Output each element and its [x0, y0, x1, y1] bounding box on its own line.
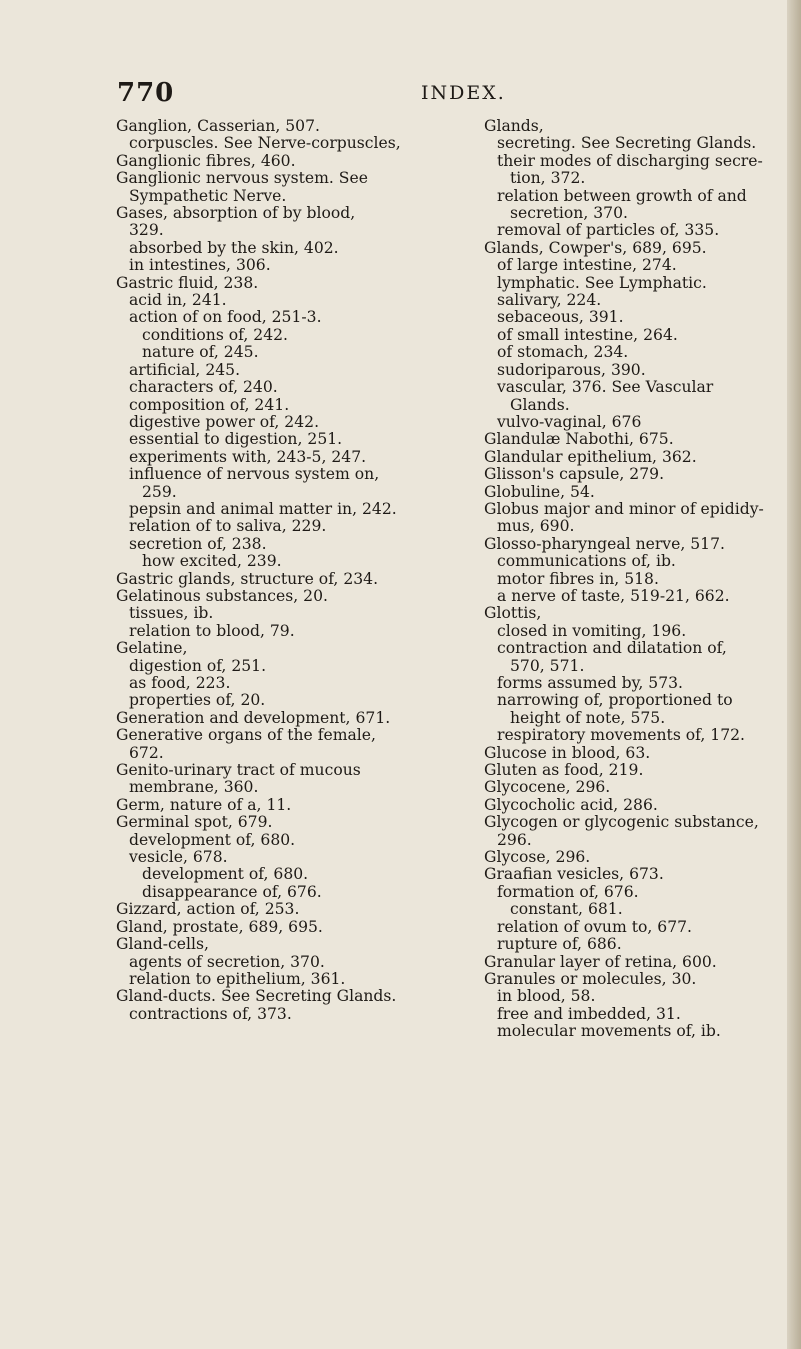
index-entry: vascular, 376. See Vascular	[497, 378, 714, 397]
index-entry: Gland-ducts. See Secreting Glands.	[116, 987, 397, 1006]
index-entry: closed in vomiting, 196.	[497, 621, 687, 640]
index-entry: a nerve of taste, 519-21, 662.	[497, 586, 730, 605]
index-entry: development of, 680.	[142, 865, 309, 884]
index-entry: Glands, Cowper's, 689, 695.	[484, 238, 707, 257]
index-entry: composition of, 241.	[129, 395, 290, 414]
index-entry: sebaceous, 391.	[497, 308, 624, 327]
index-entry: free and imbedded, 31.	[497, 1004, 681, 1023]
index-entry: salivary, 224.	[497, 291, 602, 310]
index-entry: Glottis,	[484, 604, 542, 623]
index-entry: Gland, prostate, 689, 695.	[116, 917, 323, 936]
index-entry: 296.	[497, 830, 532, 849]
index-column-left	[116, 118, 468, 1023]
index-entry: relation between growth of and	[497, 186, 747, 205]
index-entry: rupture of, 686.	[497, 935, 622, 954]
index-entry: their modes of discharging secre-	[497, 151, 763, 170]
index-entry: digestion of, 251.	[129, 656, 267, 675]
index-entry: Gluten as food, 219.	[484, 761, 644, 780]
index-entry: Genito-urinary tract of mucous	[116, 761, 361, 780]
index-entry: relation of to saliva, 229.	[129, 517, 327, 536]
index-entry: Globus major and minor of epididy-	[484, 499, 764, 518]
index-entry: contractions of, 373.	[129, 1004, 292, 1023]
index-entry: relation to epithelium, 361.	[129, 969, 346, 988]
index-entry: 570, 571.	[510, 656, 585, 675]
index-entry: Sympathetic Nerve.	[129, 186, 287, 205]
index-entry: tion, 372.	[510, 169, 586, 188]
index-entry: Glucose in blood, 63.	[484, 743, 651, 762]
index-entry: agents of secretion, 370.	[129, 952, 325, 971]
index-entry: secreting. See Secreting Glands.	[497, 134, 757, 153]
index-entry: Globuline, 54.	[484, 482, 595, 501]
index-entry: lymphatic. See Lymphatic.	[497, 273, 707, 292]
index-entry: Gland-cells,	[116, 935, 209, 954]
index-entry: Gastric fluid, 238.	[116, 273, 259, 292]
index-entry: how excited, 239.	[142, 552, 282, 571]
index-entry: Gizzard, action of, 253.	[116, 900, 300, 919]
index-entry: of small intestine, 264.	[497, 325, 678, 344]
index-entry: acid in, 241.	[129, 291, 227, 310]
index-entry: influence of nervous system on,	[129, 465, 380, 484]
index-entry: formation of, 676.	[497, 882, 639, 901]
index-entry: Ganglion, Casserian, 507.	[116, 117, 320, 135]
index-entry: Glands,	[484, 117, 544, 135]
index-entry: vulvo-vaginal, 676	[497, 412, 642, 431]
index-entry: Generation and development, 671.	[116, 708, 391, 727]
index-entry: communications of, ib.	[497, 552, 676, 571]
index-entry: conditions of, 242.	[142, 325, 289, 344]
index-entry: artificial, 245.	[129, 360, 241, 379]
index-entry: mus, 690.	[497, 517, 575, 536]
index-entry: Glandular epithelium, 362.	[484, 447, 697, 466]
index-entry: narrowing of, proportioned to	[497, 691, 733, 710]
index-entry: sudoriparous, 390.	[497, 360, 646, 379]
index-entry: relation of ovum to, 677.	[497, 917, 692, 936]
index-entry: Glisson's capsule, 279.	[484, 465, 665, 484]
index-entry: corpuscles. See Nerve-corpuscles,	[129, 134, 401, 153]
page-edge	[787, 0, 801, 1349]
index-entry: Glosso-pharyngeal nerve, 517.	[484, 534, 725, 553]
index-entry: characters of, 240.	[129, 378, 278, 397]
index-entry: membrane, 360.	[129, 778, 259, 797]
page-number: 770	[117, 78, 175, 108]
index-entry: development of, 680.	[129, 830, 296, 849]
index-entry: pepsin and animal matter in, 242.	[129, 499, 397, 518]
index-entry: Glands.	[510, 395, 570, 414]
index-entry: Gelatine,	[116, 639, 188, 658]
index-entry: essential to digestion, 251.	[129, 430, 343, 449]
index-entry: Granular layer of retina, 600.	[484, 952, 717, 971]
index-entry: Glycocene, 296.	[484, 778, 611, 797]
index-entry: in intestines, 306.	[129, 256, 271, 275]
index-entry: 329.	[129, 221, 164, 240]
index-entry: properties of, 20.	[129, 691, 266, 710]
index-entry: contraction and dilatation of,	[497, 639, 727, 658]
index-entry: digestive power of, 242.	[129, 412, 320, 431]
index-entry: Glycose, 296.	[484, 848, 591, 867]
index-entry: constant, 681.	[510, 900, 623, 919]
index-entry: in blood, 58.	[497, 987, 596, 1006]
index-entry: secretion of, 238.	[129, 534, 267, 553]
index-entry: Germ, nature of a, 11.	[116, 795, 292, 814]
index-entry: Glycocholic acid, 286.	[484, 795, 658, 814]
index-entry: Graafian vesicles, 673.	[484, 865, 664, 884]
index-entry: Granules or molecules, 30.	[484, 969, 697, 988]
page-header	[0, 78, 801, 110]
index-column-right	[484, 118, 786, 1041]
index-entry: motor fibres in, 518.	[497, 569, 659, 588]
index-entry: Gases, absorption of by blood,	[116, 204, 356, 223]
index-entry: Gelatinous substances, 20.	[116, 586, 328, 605]
index-entry: absorbed by the skin, 402.	[129, 238, 339, 257]
index-entry: tissues, ib.	[129, 604, 214, 623]
index-entry: 259.	[142, 482, 177, 501]
index-entry: disappearance of, 676.	[142, 882, 322, 901]
index-entry: Glandulæ Nabothi, 675.	[484, 430, 674, 449]
index-entry: removal of particles of, 335.	[497, 221, 720, 240]
index-entry: height of note, 575.	[510, 708, 666, 727]
index-entry: relation to blood, 79.	[129, 621, 295, 640]
index-entry: respiratory movements of, 172.	[497, 726, 746, 745]
index-entry: as food, 223.	[129, 674, 231, 692]
index-entry: experiments with, 243-5, 247.	[129, 447, 367, 466]
index-entry: Generative organs of the female,	[116, 726, 376, 745]
index-entry: of stomach, 234.	[497, 343, 629, 362]
index-entry: Gastric glands, structure of, 234.	[116, 569, 379, 588]
index-entry: nature of, 245.	[142, 343, 259, 362]
index-entry: Ganglionic fibres, 460.	[116, 151, 296, 170]
index-entry: Ganglionic nervous system. See	[116, 169, 368, 188]
index-entry: vesicle, 678.	[129, 848, 228, 867]
index-entry: Germinal spot, 679.	[116, 813, 273, 832]
index-entry: 672.	[129, 743, 164, 762]
running-title: INDEX.	[421, 82, 506, 104]
index-entry: of large intestine, 274.	[497, 256, 677, 275]
index-entry: molecular movements of, ib.	[497, 1022, 721, 1041]
index-entry: forms assumed by, 573.	[497, 674, 684, 692]
index-entry: action of on food, 251-3.	[129, 308, 322, 327]
index-entry: secretion, 370.	[510, 204, 628, 223]
index-entry: Glycogen or glycogenic substance,	[484, 813, 759, 832]
